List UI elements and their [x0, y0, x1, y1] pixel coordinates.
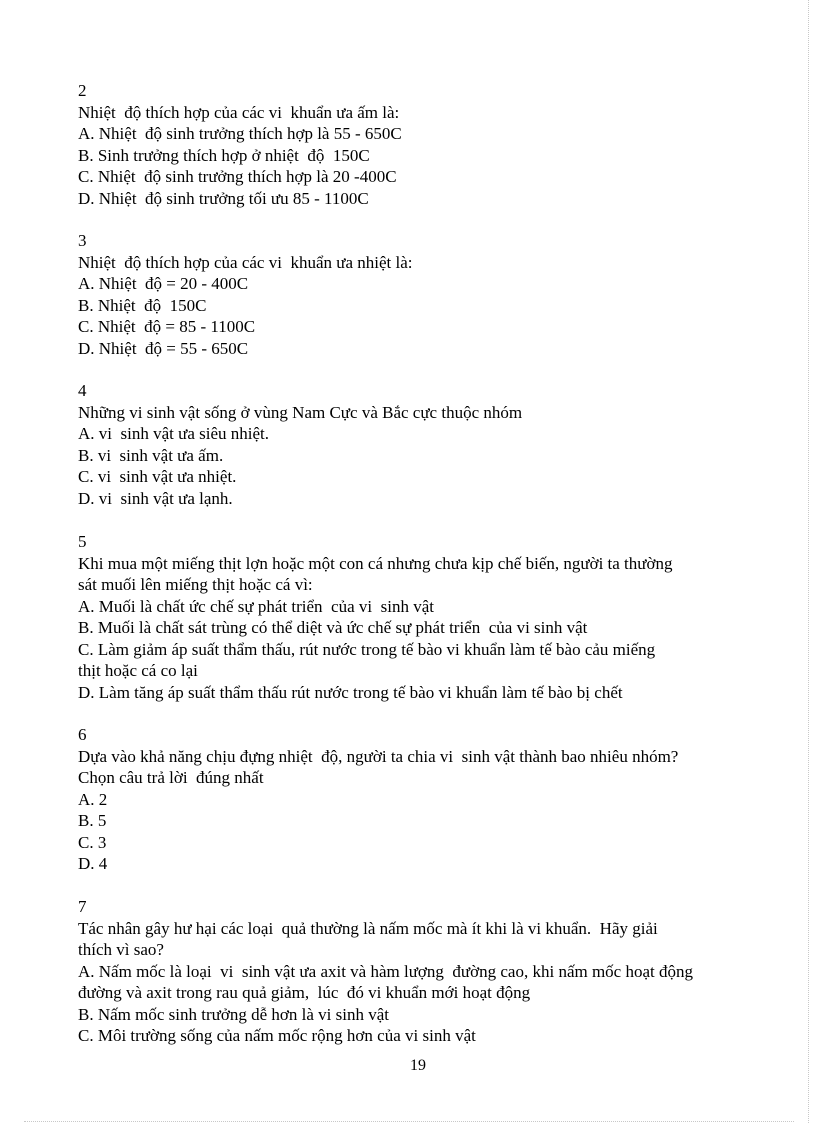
question-prompt: Tác nhân gây hư hại các loại quả thường là nấm mốc mà ít khi là vi khuẩn. Hãy giải — [78, 918, 658, 938]
question-prompt: Khi mua một miếng thịt lợn hoặc một con cá nhưng chưa kịp chế biến, người ta thường — [78, 553, 673, 573]
answer-option-c: C. Nhiệt độ sinh trưởng thích hợp là 20 -400C — [78, 167, 397, 186]
answer-option-c: C. Môi trường sống của nấm mốc rộng hơn của vi sinh vật — [78, 1026, 476, 1045]
question-number: 6 — [78, 725, 87, 744]
page-bottom-border — [24, 1121, 794, 1122]
question-prompt: Nhiệt độ thích hợp của các vi khuẩn ưa ấm là: — [78, 102, 400, 122]
question-7 — [78, 896, 768, 1047]
answer-option-c: C. vi sinh vật ưa nhiệt. — [78, 467, 237, 486]
answer-option-a: A. Nhiệt độ = 20 - 400C — [78, 274, 249, 293]
answer-option-d: D. Nhiệt độ sinh trưởng tối ưu 85 - 1100C — [78, 188, 369, 208]
answer-option-b: B. Nấm mốc sinh trưởng dễ hơn là vi sinh vật — [78, 1004, 389, 1024]
question-number: 3 — [78, 231, 87, 250]
page-right-border — [808, 0, 809, 1123]
answer-option-a: A. vi sinh vật ưa siêu nhiệt. — [78, 424, 269, 443]
answer-option-a-continued: đường và axit trong rau quả giảm, lúc đó vi khuẩn mới hoạt động — [78, 983, 531, 1002]
answer-option-d: D. Nhiệt độ = 55 - 650C — [78, 338, 249, 358]
question-number: 4 — [78, 381, 87, 400]
answer-option-d: D. Làm tăng áp suất thẩm thấu rút nước trong tế bào vi khuẩn làm tế bào bị chết — [78, 682, 623, 702]
answer-option-a: A. Muối là chất ức chế sự phát triển của vi sinh vật — [78, 596, 434, 616]
answer-option-b: B. Muối là chất sát trùng có thể diệt và ức chế sự phát triển của vi sinh vật — [78, 618, 588, 637]
question-prompt: Những vi sinh vật sống ở vùng Nam Cực và Bắc cực thuộc nhóm — [78, 402, 523, 422]
question-2 — [78, 80, 768, 209]
answer-option-c-continued: thịt hoặc cá co lại — [78, 661, 198, 680]
answer-option-b: B. Nhiệt độ 150C — [78, 295, 207, 315]
question-5 — [78, 531, 768, 703]
answer-option-b: B. vi sinh vật ưa ấm. — [78, 445, 224, 465]
answer-option-d: D. vi sinh vật ưa lạnh. — [78, 488, 233, 508]
answer-option-c: C. Làm giảm áp suất thẩm thấu, rút nước trong tế bào vi khuẩn làm tế bào cảu miếng — [78, 639, 656, 659]
question-prompt: Nhiệt độ thích hợp của các vi khuẩn ưa nhiệt là: — [78, 252, 413, 272]
answer-option-c: C. Nhiệt độ = 85 - 1100C — [78, 317, 256, 336]
question-3 — [78, 230, 768, 359]
question-prompt-continued: Chọn câu trả lời đúng nhất — [78, 768, 264, 787]
answer-option-c: C. 3 — [78, 832, 107, 852]
answer-option-a: A. Nấm mốc là loại vi sinh vật ưa axit và hàm lượng đường cao, khi nấm mốc hoạt động — [78, 961, 693, 981]
question-number: 2 — [78, 81, 87, 100]
question-6 — [78, 724, 768, 875]
question-prompt-continued: sát muối lên miếng thịt hoặc cá vì: — [78, 575, 313, 594]
answer-option-a: A. Nhiệt độ sinh trưởng thích hợp là 55 - 650C — [78, 124, 402, 143]
answer-option-d: D. 4 — [78, 854, 108, 873]
answer-option-b: B. 5 — [78, 811, 107, 830]
answer-option-b: B. Sinh trưởng thích hợp ở nhiệt độ 150C — [78, 145, 370, 165]
answer-option-a: A. 2 — [78, 789, 108, 809]
question-prompt: Dựa vào khả năng chịu đựng nhiệt độ, người ta chia vi sinh vật thành bao nhiêu nhóm? — [78, 746, 679, 766]
page-number: 19 — [410, 1057, 426, 1074]
question-4 — [78, 380, 768, 509]
question-prompt-continued: thích vì sao? — [78, 940, 164, 959]
question-number: 7 — [78, 897, 87, 916]
question-number: 5 — [78, 532, 87, 551]
